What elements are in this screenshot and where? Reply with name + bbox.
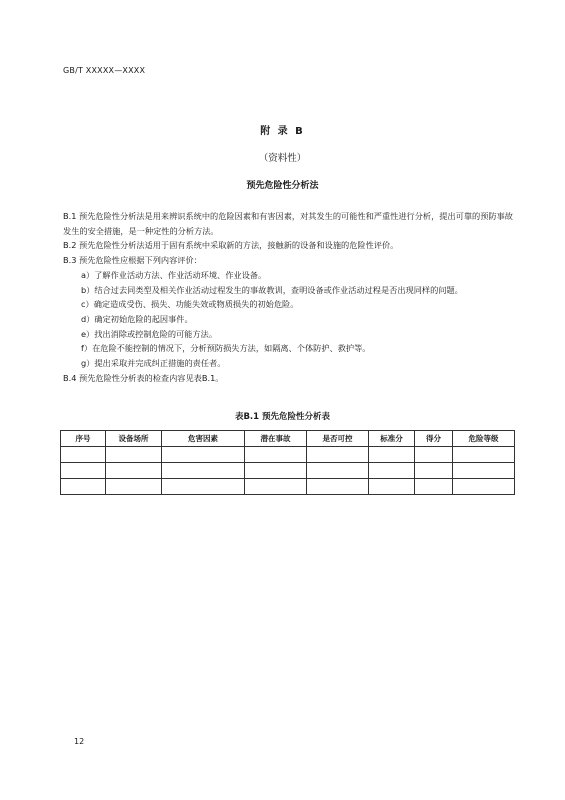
header-score: 得分 — [415, 431, 453, 447]
list-item-g: g）提出采取并完成纠正措施的责任者。 — [81, 358, 226, 369]
header-hazard-level: 危险等级 — [453, 431, 515, 447]
page-number: 12 — [74, 737, 85, 746]
header-hazard-factor: 危害因素 — [162, 431, 245, 447]
table-row — [61, 447, 515, 463]
table-cell — [369, 447, 415, 463]
table-cell — [307, 463, 369, 479]
table-cell — [453, 463, 515, 479]
table-cell — [245, 447, 307, 463]
table-cell — [106, 447, 162, 463]
appendix-title: 附 录 B — [260, 126, 305, 137]
table-cell — [415, 479, 453, 495]
document-code: GB/T XXXXX—XXXX — [63, 66, 146, 75]
table-row — [61, 463, 515, 479]
table-cell — [162, 479, 245, 495]
header-controllable: 是否可控 — [307, 431, 369, 447]
table-cell — [307, 479, 369, 495]
list-item-c: c）确定造成受伤、损失、功能失效或物质损失的初始危险。 — [81, 299, 299, 310]
table-cell — [453, 479, 515, 495]
table-cell — [369, 479, 415, 495]
list-item-f: f）在危险不能控制的情况下，分析预防损失方法，如隔离、个体防护、救护等。 — [81, 343, 371, 354]
list-item-a: a）了解作业活动方法、作业活动环境、作业设备。 — [81, 269, 267, 280]
paragraph-b1: B.1 预先危险性分析法是用来辨识系统中的危险因素和有害因素，对其发生的可能性和严重性进行分析，提出可靠的预防事故发生的安全措施，是一种定性的分析方法。 — [63, 211, 513, 236]
table-row — [61, 479, 515, 495]
method-title: 预先危险性分析法 — [246, 181, 319, 191]
table-cell — [162, 447, 245, 463]
table-cell — [106, 463, 162, 479]
table-cell — [61, 447, 106, 463]
table-caption: 表B.1 预先危险性分析表 — [234, 412, 331, 422]
table-cell — [245, 479, 307, 495]
list-item-e: e）找出消除或控制危险的可能方法。 — [81, 328, 218, 339]
table-header-row — [61, 431, 515, 447]
table-cell — [415, 463, 453, 479]
body-text — [63, 209, 513, 385]
list-item-d: d）确定初始危险的起因事件。 — [81, 313, 193, 324]
table-cell — [106, 479, 162, 495]
table-cell — [453, 447, 515, 463]
header-index: 序号 — [61, 431, 106, 447]
paragraph-b4: B.4 预先危险性分析表的检查内容见表B.1。 — [63, 372, 224, 383]
paragraph-b2: B.2 预先危险性分析法适用于固有系统中采取新的方法，接触新的设备和设施的危险性评价。 — [63, 240, 399, 251]
header-equipment-location: 设备场所 — [106, 431, 162, 447]
header-potential-accident: 潜在事故 — [245, 431, 307, 447]
table-cell — [61, 463, 106, 479]
table-cell — [162, 463, 245, 479]
list-item-b: b）结合过去同类型及相关作业活动过程发生的事故教训，查明设备或作业活动过程是否出现同样的问题。 — [81, 284, 463, 295]
table-cell — [307, 447, 369, 463]
table-cell — [245, 463, 307, 479]
appendix-type-note: （资料性） — [258, 153, 307, 164]
paragraph-b3: B.3 预先危险性应根据下列内容评价： — [63, 255, 202, 266]
hazard-analysis-table — [60, 430, 515, 495]
header-standard-score: 标准分 — [369, 431, 415, 447]
table-cell — [61, 479, 106, 495]
table-cell — [369, 463, 415, 479]
table-cell — [415, 447, 453, 463]
